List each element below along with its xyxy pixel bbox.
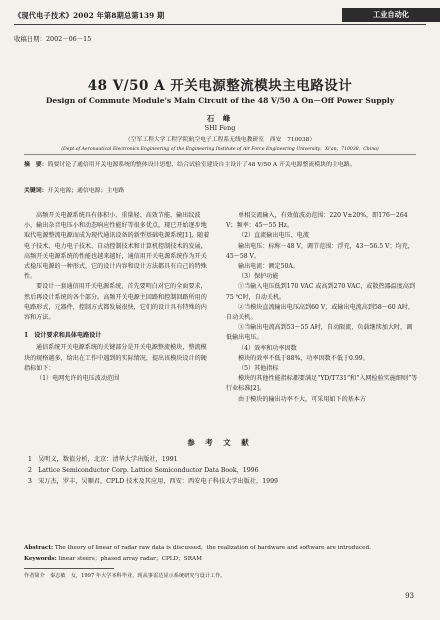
body-paragraph: 通信系统开关电源系统的关键部分是开关电源整流模块，整流模块的规格越多，给出在工作中遇到的实际情况，提出该模块设计的硬指标如下： xyxy=(24,344,207,372)
affiliation-en: (Dept.of Aeronautical Electronics Engineering of the Engineering Institute of Air Force Engineering University，Xi'an，710038，China) xyxy=(61,147,379,152)
keywords xyxy=(24,185,124,194)
author-footnote: 作者简介 秦志敏 女，1997 年大学本科毕业，现从事雷达显示系统研究与设计工作。 xyxy=(24,573,226,579)
received-date: 收稿日期：2002－06－15 xyxy=(14,35,92,43)
journal-header: 《现代电子技术》2002 年第8期总第139 期 xyxy=(14,11,165,20)
reference-item: 2 Lattice Semiconductor Corp. Lattice Semiconductor Data Book，1996 xyxy=(28,467,259,474)
list-item: ①当输入电压低到170 VAC 或高到270 VAC，或散热器温度高到 75 ℃时，自动关机。 xyxy=(226,283,416,301)
keywords-text: 开关电源；通信电源；主电路 xyxy=(47,188,125,194)
body-paragraph: 单相交流输入，有效值波动范围：220 V±20%，即176～264 V；频率：45～55 Hz。 xyxy=(226,212,408,230)
section-badge: 工业自动化 xyxy=(342,8,440,22)
section-heading: 1 设计要求和具体电路设计 xyxy=(24,332,102,340)
right-column xyxy=(226,211,418,405)
left-column xyxy=(24,211,212,384)
english-abstract xyxy=(24,543,416,565)
paper-title-en: Design of Commute Module's Main Circuit of the 48 V/50 A On－Off Power Supply xyxy=(45,96,395,105)
reference-item: 1 吴明义，数值分析，北京：清华大学出版社，1991 xyxy=(28,456,178,463)
footnote-rule xyxy=(24,568,114,569)
list-item: （2）直流输出电压、电流 xyxy=(238,232,309,240)
english-abstract-text: The theory of linear of radar raw data is discussed，the realization of hardware and software are introduced. xyxy=(54,545,371,551)
body-paragraph: 输出电流：额定50A。 xyxy=(238,263,299,271)
header-rule xyxy=(14,24,426,25)
divider xyxy=(24,154,416,155)
body-paragraph: 模块的其他性能指标都要满足“YD/T731”和“入网检验实施细则”等行业标准[2]。 xyxy=(226,375,418,393)
body-paragraph: 要设计一套通信用开关电源系统，首先要明白对它的全面要求，然后再设计系统的各个部分。高频开关电源主回路和控制回路所用的电路形式，元器件，控制方式都发展很快，它们的设计具有特殊的内容和方法。 xyxy=(24,283,207,322)
references-title: 参 考 文 献 xyxy=(187,438,253,447)
abstract xyxy=(24,159,416,171)
abstract-label: 摘 要： xyxy=(24,161,48,168)
body-paragraph: 由于模块的输出功率不大，可采用如下的基本方 xyxy=(238,395,366,403)
body-paragraph: 高频开关电源系统具有体积小、重量轻、高效节能、输出纹波小，输出杂音电压小和动态响应性能好等很多优点，现已开始逐步地取代电源整流电源而成为现代通讯设备的新型基础电源系统[1]，随着电子技术、电力电子技术、自动控制技术和计算机控制技术的发展，高频开关电源系统的性能也越来越好，通信用开关电源系统作为开关式稳压电源的一种形式，它的设计内容和设计方法都具有自己的特殊性。 xyxy=(24,212,210,281)
list-item: ②当模块直流输出电压高到60 V，或输出电流高到58～60 A时，自动关机。 xyxy=(226,303,415,322)
author-zh: 石 峰 xyxy=(206,114,234,123)
reference-item: 3 宋万杰，罗丰，吴顺君，CPLD 技术及其应用，西安：西安电子科技大学出版社，1999 xyxy=(28,478,278,485)
list-item: ③当输出电流高到53～55 A时，自动限流，负载继续加大时，调低输出电压。 xyxy=(226,324,413,342)
list-item: （3）保护功能 xyxy=(238,273,279,281)
paper-title-zh: 48 V/50 A 开关电源整流模块主电路设计 xyxy=(87,78,353,94)
author-en: SHI Feng xyxy=(204,124,236,132)
body-paragraph: 模块的效率不低于88%，功率因数不低于0.99。 xyxy=(238,354,369,362)
keywords-label: 关键词： xyxy=(24,187,48,194)
abstract-text: 简要讨论了通信用开关电源系统的整体设计思想，结合试验室建设自主设计了48 V/50 A 开关电源整流模块的主电路。 xyxy=(47,162,356,168)
body-paragraph: 输出电压：标称－48 V，调节范围：浮充，43～56.5 V；均充，45～58 V。 xyxy=(226,242,414,260)
list-item: （4）效率和功率因数 xyxy=(238,344,297,352)
english-abstract-label: Abstract: xyxy=(24,545,54,551)
list-item: （1）电网允许的电压波动范围 xyxy=(36,375,120,383)
affiliation-zh: （空军工程大学工程学院航空电子工程系无线电教研室 西安 710038） xyxy=(124,137,316,143)
list-item: （5）其他指标 xyxy=(238,365,279,373)
english-keywords-text: linear steers；phased array radar；CPLD；SRAM xyxy=(58,556,202,562)
english-keywords-label: Keywords: xyxy=(24,556,57,562)
page-number: 93 xyxy=(405,592,414,600)
references-list xyxy=(28,454,418,487)
